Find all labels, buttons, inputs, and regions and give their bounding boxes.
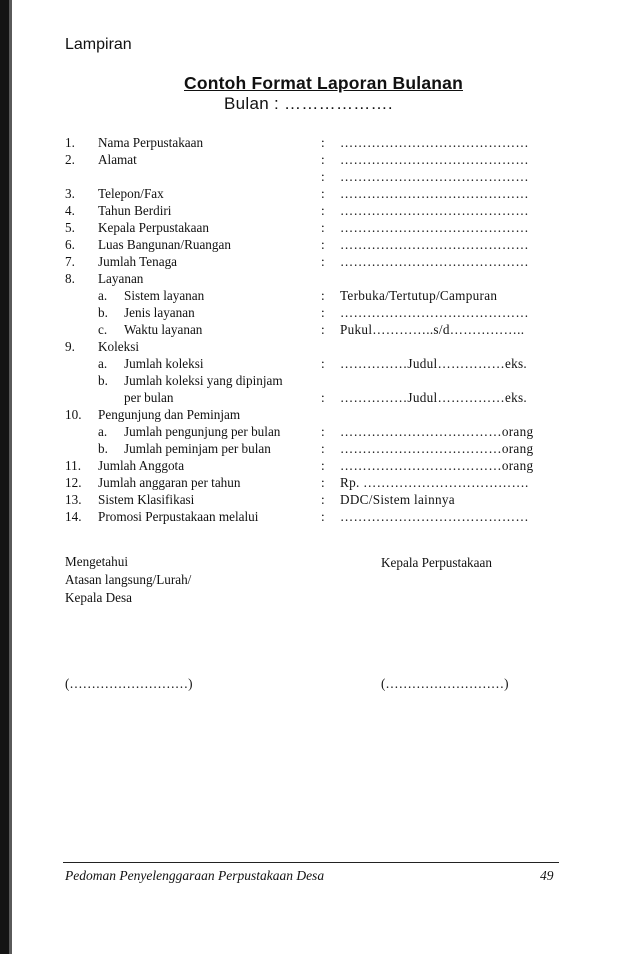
item-label: Nama Perpustakaan	[98, 135, 204, 150]
item-number: 13.	[65, 492, 82, 507]
colon-separator: :	[321, 441, 325, 456]
item-label: Tahun Berdiri	[98, 203, 172, 218]
field-value: ……………Judul……………eks.	[340, 390, 528, 405]
colon-separator: :	[321, 305, 325, 320]
village-head-label: Kepala Desa	[65, 590, 132, 605]
colon-separator: :	[321, 186, 325, 201]
sub-item-label: Jumlah koleksi yang dipinjam	[124, 373, 283, 388]
sub-item-label: Sistem layanan	[124, 288, 205, 303]
item-label: Jumlah anggaran per tahun	[98, 475, 241, 490]
item-label: Kepala Perpustakaan	[98, 220, 209, 235]
field-value: ……………………………………	[340, 169, 529, 184]
footer-rule	[63, 862, 559, 863]
item-label: Alamat	[98, 152, 137, 167]
colon-separator: :	[321, 458, 325, 473]
library-head-label: Kepala Perpustakaan	[381, 555, 492, 570]
item-label: per bulan	[124, 390, 174, 405]
colon-separator: :	[321, 203, 325, 218]
sub-item-letter: b.	[98, 441, 108, 456]
colon-separator: :	[321, 254, 325, 269]
page-number: 49	[540, 868, 554, 883]
approval-label: Mengetahui	[65, 554, 128, 569]
right-signature-blank: (………………………)	[381, 676, 509, 691]
item-number: 12.	[65, 475, 82, 490]
colon-separator: :	[321, 322, 325, 337]
colon-separator: :	[321, 390, 325, 405]
colon-separator: :	[321, 169, 325, 184]
item-number: 3.	[65, 186, 75, 201]
field-value: ……………………………………	[340, 152, 529, 167]
field-value: DDC/Sistem lainnya	[340, 492, 455, 507]
sub-item-label: Waktu layanan	[124, 322, 203, 337]
item-number: 1.	[65, 135, 75, 150]
sub-item-letter: a.	[98, 288, 108, 303]
colon-separator: :	[321, 152, 325, 167]
colon-separator: :	[321, 492, 325, 507]
field-value: ……………………………………	[340, 220, 529, 235]
colon-separator: :	[321, 509, 325, 524]
item-label: Jumlah Anggota	[98, 458, 185, 473]
scan-binding-edge	[0, 0, 9, 954]
item-number: 14.	[65, 509, 82, 524]
field-value: Pukul…………..s/d……………..	[340, 322, 525, 337]
colon-separator: :	[321, 135, 325, 150]
item-number: 4.	[65, 203, 75, 218]
item-label: Pengunjung dan Peminjam	[98, 407, 241, 422]
colon-separator: :	[321, 237, 325, 252]
item-label: Koleksi	[98, 339, 140, 354]
item-number: 9.	[65, 339, 75, 354]
field-value: ………………………………orang	[340, 458, 534, 473]
item-label: Jumlah Tenaga	[98, 254, 178, 269]
colon-separator: :	[321, 220, 325, 235]
colon-separator: :	[321, 475, 325, 490]
item-label: Layanan	[98, 271, 144, 286]
field-value: ………………………………orang	[340, 424, 534, 439]
field-value: ……………Judul……………eks.	[340, 356, 528, 371]
sub-item-letter: c.	[98, 322, 108, 337]
sub-item-letter: b.	[98, 373, 108, 388]
field-value: ……………………………………	[340, 186, 529, 201]
sub-item-label: Jumlah pengunjung per bulan	[124, 424, 281, 439]
item-number: 5.	[65, 220, 75, 235]
colon-separator: :	[321, 288, 325, 303]
footer-title: Pedoman Penyelenggaraan Perpustakaan Desa	[65, 868, 325, 883]
colon-separator: :	[321, 356, 325, 371]
field-value: Terbuka/Tertutup/Campuran	[340, 288, 498, 303]
item-label: Telepon/Fax	[98, 186, 164, 201]
lampiran-heading: Lampiran	[65, 36, 132, 53]
sub-item-label: Jenis layanan	[124, 305, 195, 320]
sub-item-letter: b.	[98, 305, 108, 320]
field-value: ……………………………………	[340, 135, 529, 150]
field-value: ……………………………………	[340, 305, 529, 320]
item-number: 11.	[65, 458, 81, 473]
field-value: ……………………………………	[340, 237, 529, 252]
sub-item-label: Jumlah koleksi	[124, 356, 204, 371]
item-label: Promosi Perpustakaan melalui	[98, 509, 259, 524]
item-label: Sistem Klasifikasi	[98, 492, 195, 507]
field-value: ……………………………………	[340, 254, 529, 269]
field-value: Rp. ……………………………….	[340, 475, 529, 490]
month-field: Bulan : ……………….	[224, 94, 393, 113]
item-number: 8.	[65, 271, 75, 286]
field-value: ………………………………orang	[340, 441, 534, 456]
item-number: 7.	[65, 254, 75, 269]
left-signature-blank: (………………………)	[65, 676, 193, 691]
item-number: 10.	[65, 407, 82, 422]
supervisor-label: Atasan langsung/Lurah/	[65, 572, 192, 587]
item-label: Luas Bangunan/Ruangan	[98, 237, 231, 252]
field-value: ……………………………………	[340, 203, 529, 218]
sub-item-letter: a.	[98, 356, 108, 371]
item-number: 2.	[65, 152, 75, 167]
item-number: 6.	[65, 237, 75, 252]
colon-separator: :	[321, 424, 325, 439]
scan-binding-shadow	[9, 0, 12, 954]
field-value: ……………………………………	[340, 509, 529, 524]
sub-item-label: Jumlah peminjam per bulan	[124, 441, 271, 456]
sub-item-letter: a.	[98, 424, 108, 439]
document-title: Contoh Format Laporan Bulanan	[184, 73, 463, 93]
